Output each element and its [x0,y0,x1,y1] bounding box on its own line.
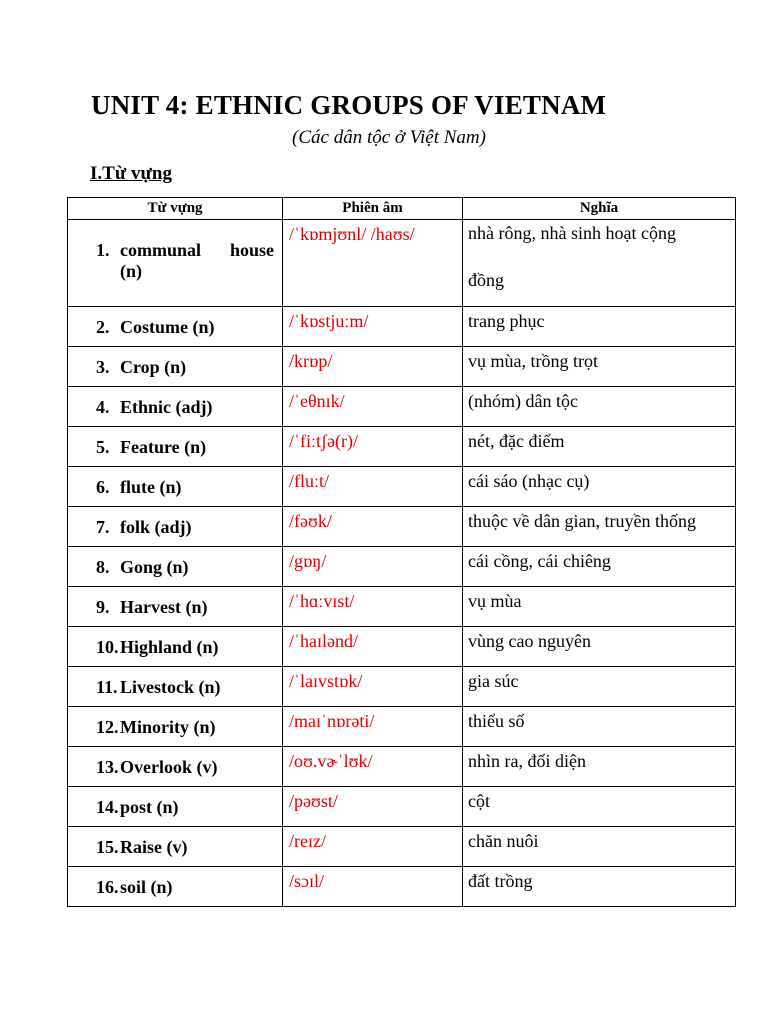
word-cell [68,387,283,427]
column-header-ipa: Phiên âm [283,198,463,220]
bound-text: /ˈkɒstjuːm/ [289,311,369,331]
ipa-cell [283,707,463,747]
meaning-cell [463,467,736,507]
bound-text: /gɒŋ/ [289,551,327,571]
ipa-cell [283,507,463,547]
bound-text: Raise (v) [120,837,188,857]
meaning-cell [463,707,736,747]
table-row [68,220,736,307]
word-cell [68,307,283,347]
bound-text: 13. [96,757,119,777]
bound-text: Overlook (v) [120,757,218,777]
word-cell [68,787,283,827]
bound-text: 11. [96,677,118,697]
table-row [68,787,736,827]
meaning-cell [463,307,736,347]
table-row [68,867,736,907]
bound-text: cột [468,791,490,811]
meaning-cell [463,627,736,667]
meaning-cell [463,787,736,827]
table-row [68,507,736,547]
bound-text: /ˈlaɪvstɒk/ [289,671,363,691]
word-cell [68,507,283,547]
bound-text: /ˈkɒmjʊnl/ /haʊs/ [289,224,415,244]
bound-text: /krɒp/ [289,351,333,371]
bound-text: (nhóm) dân tộc [468,391,578,411]
bound-text: 10. [96,637,119,657]
bound-text: Gong (n) [120,557,189,577]
meaning-line: đồng [468,270,504,290]
bound-text: /maɪˈnɒrəti/ [289,711,375,731]
bound-text: 5. [96,437,110,457]
bound-text: 15. [96,837,119,857]
table-row [68,467,736,507]
bound-text: cái sáo (nhạc cụ) [468,471,590,491]
word-text: house [229,240,274,260]
word-cell [68,547,283,587]
bound-text: nhìn ra, đối diện [468,751,586,771]
ipa-cell [283,827,463,867]
ipa-cell [283,347,463,387]
bound-text: /oʊ.vɚˈlʊk/ [289,751,373,771]
bound-text: thiểu số [468,711,525,731]
bound-text: nét, đặc điểm [468,431,565,451]
bound-text: 8. [96,557,110,577]
table-row [68,387,736,427]
table-row [68,307,736,347]
meaning-cell [463,827,736,867]
bound-text: Highland (n) [120,637,219,657]
ipa-cell [283,627,463,667]
bound-text: /ˈhaɪlənd/ [289,631,358,651]
word-type: (n) [120,261,142,281]
table-row [68,667,736,707]
bound-text: thuộc về dân gian, truyền thống [468,511,696,531]
page-subtitle [0,127,768,149]
word-cell [68,427,283,467]
bound-text: trang phục [468,311,545,331]
meaning-cell [463,667,736,707]
column-header-word: Từ vựng [68,198,283,220]
bound-text: Livestock (n) [120,677,221,697]
bound-text: post (n) [120,797,179,817]
table-row [68,587,736,627]
bound-text: flute (n) [120,477,182,497]
word-cell [68,220,283,307]
meaning-cell [463,587,736,627]
bound-text: 2. [96,317,110,337]
bound-text: /fəʊk/ [289,511,332,531]
meaning-cell [463,747,736,787]
word-cell [68,707,283,747]
bound-text: /ˈeθnɪk/ [289,391,345,411]
word-cell [68,627,283,667]
bound-text: Minority (n) [120,717,216,737]
table-row [68,347,736,387]
bound-text: vụ mùa [468,591,522,611]
meaning-cell [463,387,736,427]
meaning-cell [463,347,736,387]
bound-text: /fluːt/ [289,471,329,491]
bound-text: vùng cao nguyên [468,631,591,651]
word-text: communal [120,240,201,260]
word-cell [68,867,283,907]
word-cell [68,667,283,707]
bound-text: 14. [96,797,119,817]
ipa-cell [283,467,463,507]
ipa-cell [283,787,463,827]
meaning-cell [463,867,736,907]
word-cell [68,347,283,387]
word-cell [68,587,283,627]
page-title: UNIT 4: ETHNIC GROUPS OF VIETNAM [91,90,607,120]
ipa-cell [283,747,463,787]
bound-text: /ˈhɑːvɪst/ [289,591,355,611]
bound-text: Crop (n) [120,357,187,377]
ipa-cell [283,307,463,347]
column-header-meaning: Nghĩa [463,198,736,220]
ipa-cell [283,667,463,707]
meaning-line: nhà rông, nhà sinh hoạt cộng [468,223,676,243]
table-row [68,627,736,667]
bound-text: Ethnic (adj) [120,397,213,417]
bound-text: /pəʊst/ [289,791,338,811]
bound-text: 7. [96,517,110,537]
row-number: 1. [96,240,110,260]
word-cell [68,747,283,787]
meaning-cell [463,507,736,547]
section-heading: I.Từ vựng [90,163,172,184]
bound-text: 6. [96,477,110,497]
bound-text: 16. [96,877,119,897]
vocabulary-table [67,197,736,907]
ipa-cell [283,547,463,587]
bound-text: Costume (n) [120,317,215,337]
bound-text: 9. [96,597,110,617]
bound-text: chăn nuôi [468,831,539,851]
ipa-cell [283,427,463,467]
bound-text: /sɔɪl/ [289,871,324,891]
ipa-cell [283,867,463,907]
word-cell [68,467,283,507]
bound-text: /reɪz/ [289,831,326,851]
bound-text: Feature (n) [120,437,207,457]
ipa-cell [283,220,463,307]
bound-text: cái cồng, cái chiêng [468,551,611,571]
bound-text: Harvest (n) [120,597,208,617]
subtitle-text: (Các dân tộc ở Việt Nam) [292,127,486,148]
bound-text: 3. [96,357,110,377]
meaning-cell [463,427,736,467]
table-row [68,827,736,867]
table-row [68,547,736,587]
bound-text: 4. [96,397,110,417]
bound-text: đất trồng [468,871,533,891]
bound-text: gia súc [468,671,519,691]
bound-text: folk (adj) [120,517,192,537]
bound-text: soil (n) [120,877,173,897]
meaning-cell [463,220,736,307]
table-row [68,427,736,467]
table-row [68,747,736,787]
ipa-cell [283,587,463,627]
ipa-cell [283,387,463,427]
meaning-cell [463,547,736,587]
word-cell [68,827,283,867]
bound-text: vụ mùa, trồng trọt [468,351,598,371]
bound-text: /ˈfiːtʃə(r)/ [289,431,358,451]
bound-text: 12. [96,717,119,737]
table-row [68,707,736,747]
